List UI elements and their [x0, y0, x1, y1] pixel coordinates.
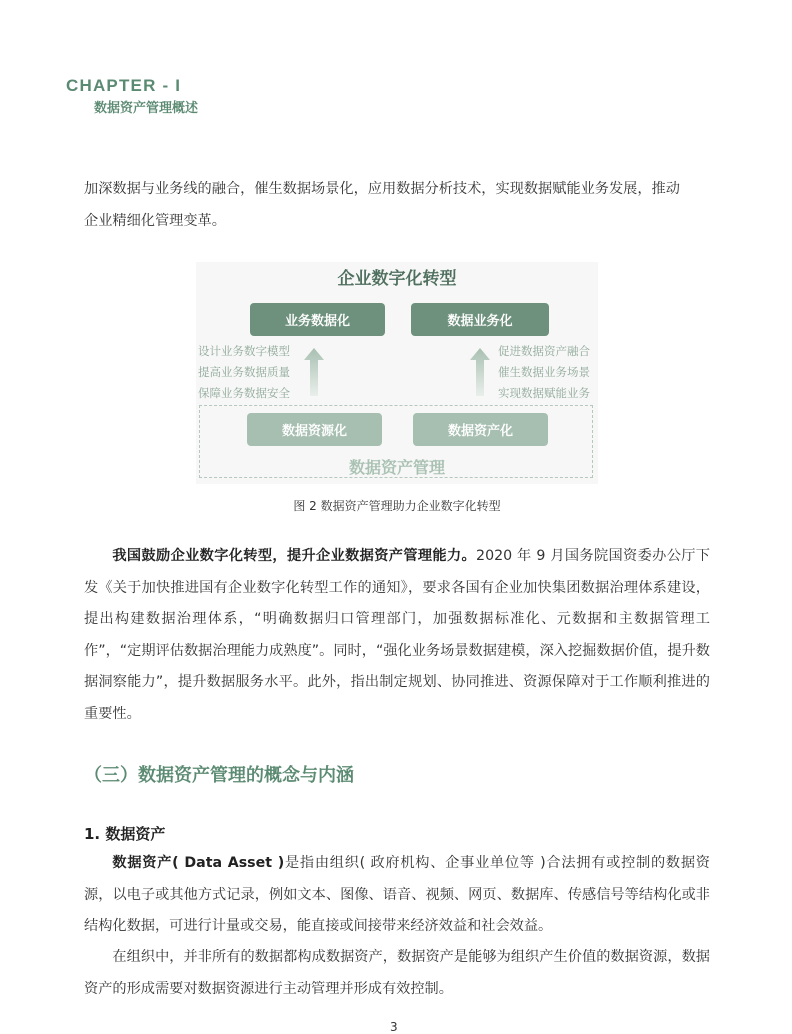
box-data-businessization: 数据业务化: [411, 303, 549, 336]
intro-line-2: 企业精细化管理变革。: [84, 212, 226, 229]
chapter-heading: CHAPTER - I: [66, 76, 182, 95]
definition-body: 是指由组织( 政府机构、企事业单位等 )合法拥有或控制的数据资源，以电子或其他方式记录，例如文本、图像、语音、视频、网页、数据库、传感信号等结构化或非结构化数据，可进行计量或交易，能直接或间接带来经济效益和社会效益。: [84, 855, 710, 934]
right-item: 实现数据赋能业务: [498, 386, 590, 400]
page-number: 3: [390, 1020, 398, 1034]
left-item-list: [198, 341, 290, 404]
box-business-datafication: 业务数据化: [250, 303, 385, 336]
chapter-subtitle: 数据资产管理概述: [94, 101, 199, 116]
right-item: 促进数据资产融合: [498, 344, 590, 358]
policy-lead: 我国鼓励企业数字化转型，提升企业数据资产管理能力。: [112, 548, 477, 564]
definition-paragraph: [84, 848, 710, 943]
left-item: 设计业务数字模型: [198, 344, 290, 358]
up-arrow-icon: [470, 348, 490, 396]
definition-term: 数据资产( Data Asset ): [112, 855, 285, 871]
policy-body: 2020 年 9 月国务院国资委办公厅下发《关于加快推进国有企业数字化转型工作的通知》，要求各国有企业加快集团数据治理体系建设，提出构建数据治理体系，“明确数据归口管理部门，加强数据标准化、元数据和主数据管理工作”，“定期评估数据治理能力成熟度”。同时，“强化业务场景数据建模，深入挖掘数据价值，提升数据洞察能力”，提升数据服务水平。此外，指出制定规划、协同推进、资源保障对于工作顺利推进的重要性。: [84, 548, 710, 722]
right-item: 催生数据业务场景: [498, 365, 590, 379]
box-data-assetization: 数据资产化: [413, 413, 548, 446]
left-item: 提高业务数据质量: [198, 365, 290, 379]
policy-paragraph: [84, 541, 710, 730]
box-data-resourcization: 数据资源化: [247, 413, 382, 446]
intro-line-1: 加深数据与业务线的融合，催生数据场景化，应用数据分析技术，实现数据赋能业务发展，推动: [84, 181, 680, 197]
left-item: 保障业务数据安全: [198, 386, 290, 400]
intro-paragraph: [84, 174, 710, 237]
up-arrow-icon: [304, 348, 324, 396]
right-item-list: [498, 341, 590, 404]
asset-paragraph: 在组织中，并非所有的数据都构成数据资产，数据资产是能够为组织产生价值的数据资源，数据资产的形成需要对数据资源进行主动管理并形成有效控制。: [84, 949, 710, 997]
figure-title: 企业数字化转型: [337, 269, 457, 289]
section-title: （三）数据资产管理的概念与内涵: [84, 765, 354, 786]
subsection-title: 1. 数据资产: [84, 825, 166, 843]
figure-caption: 图 2 数据资产管理助力企业数字化转型: [293, 499, 501, 513]
frame-label: 数据资产管理: [348, 458, 445, 477]
